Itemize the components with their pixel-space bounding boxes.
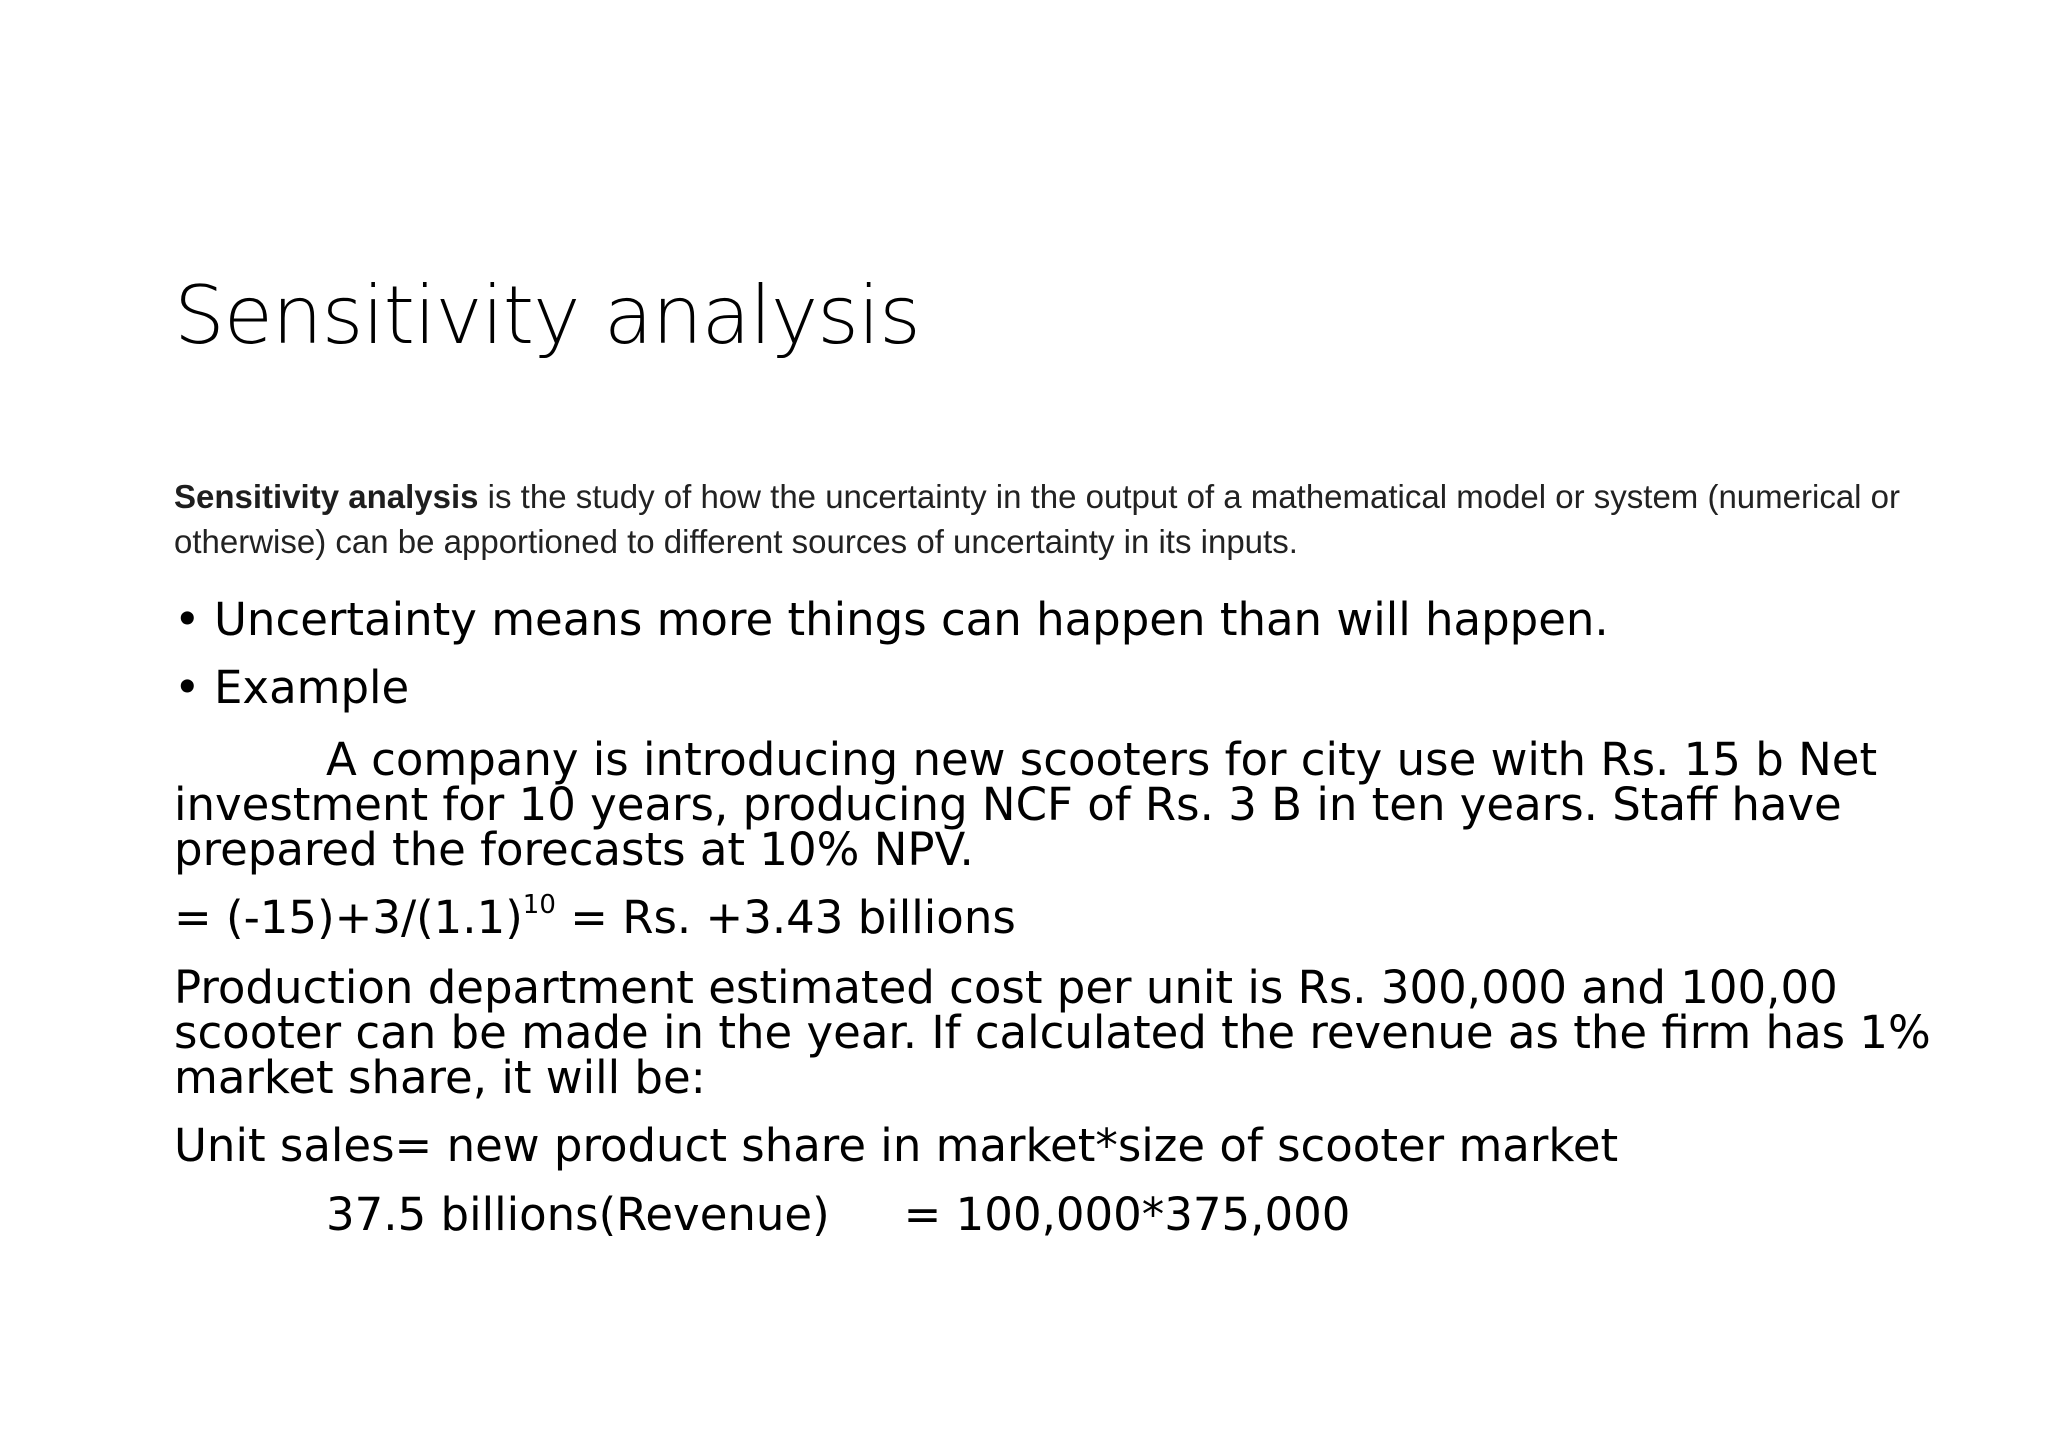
definition-paragraph <box>174 474 1934 564</box>
revenue-label: 37.5 billions(Revenue) <box>326 1188 830 1241</box>
revenue-equation: = 100,000*375,000 <box>903 1188 1351 1241</box>
bullet-icon: • <box>174 661 201 714</box>
definition-term: Sensitivity analysis <box>174 478 479 515</box>
npv-formula <box>174 890 1016 948</box>
definition-text: is the study of how the uncertainty in the output of a mathematical model or system (numerical or otherwise) can be apportioned to different sources of uncertainty in its inputs. <box>174 478 1901 560</box>
unit-sales-formula: Unit sales= new product share in market*size of scooter market <box>174 1119 1619 1172</box>
example-paragraph-line: investment for 10 years, producing NCF of Rs. 3 B in ten years. Staff have <box>174 778 1842 831</box>
production-paragraph-line: scooter can be made in the year. If calculated the revenue as the firm has 1% <box>174 1006 1931 1059</box>
bullet-item-uncertainty <box>174 593 1609 646</box>
bullet-item-example <box>174 661 410 714</box>
revenue-line <box>174 1188 1351 1241</box>
slide-title: Sensitivity analysis <box>174 269 920 362</box>
bullet-text: Uncertainty means more things can happen than will happen. <box>214 593 1609 646</box>
example-paragraph-line: A company is introducing new scooters for city use with Rs. 15 b Net <box>326 733 1878 786</box>
npv-formula-exponent: 10 <box>522 890 556 920</box>
example-paragraph-line: prepared the forecasts at 10% NPV. <box>174 823 974 876</box>
bullet-icon: • <box>174 593 201 646</box>
bullet-text: Example <box>214 661 410 714</box>
production-paragraph-line: Production department estimated cost per unit is Rs. 300,000 and 100,00 <box>174 961 1838 1014</box>
npv-formula-base: = (-15)+3/(1.1) <box>174 891 523 944</box>
npv-formula-result: = Rs. +3.43 billions <box>555 891 1016 944</box>
production-paragraph-line: market share, it will be: <box>174 1051 706 1104</box>
